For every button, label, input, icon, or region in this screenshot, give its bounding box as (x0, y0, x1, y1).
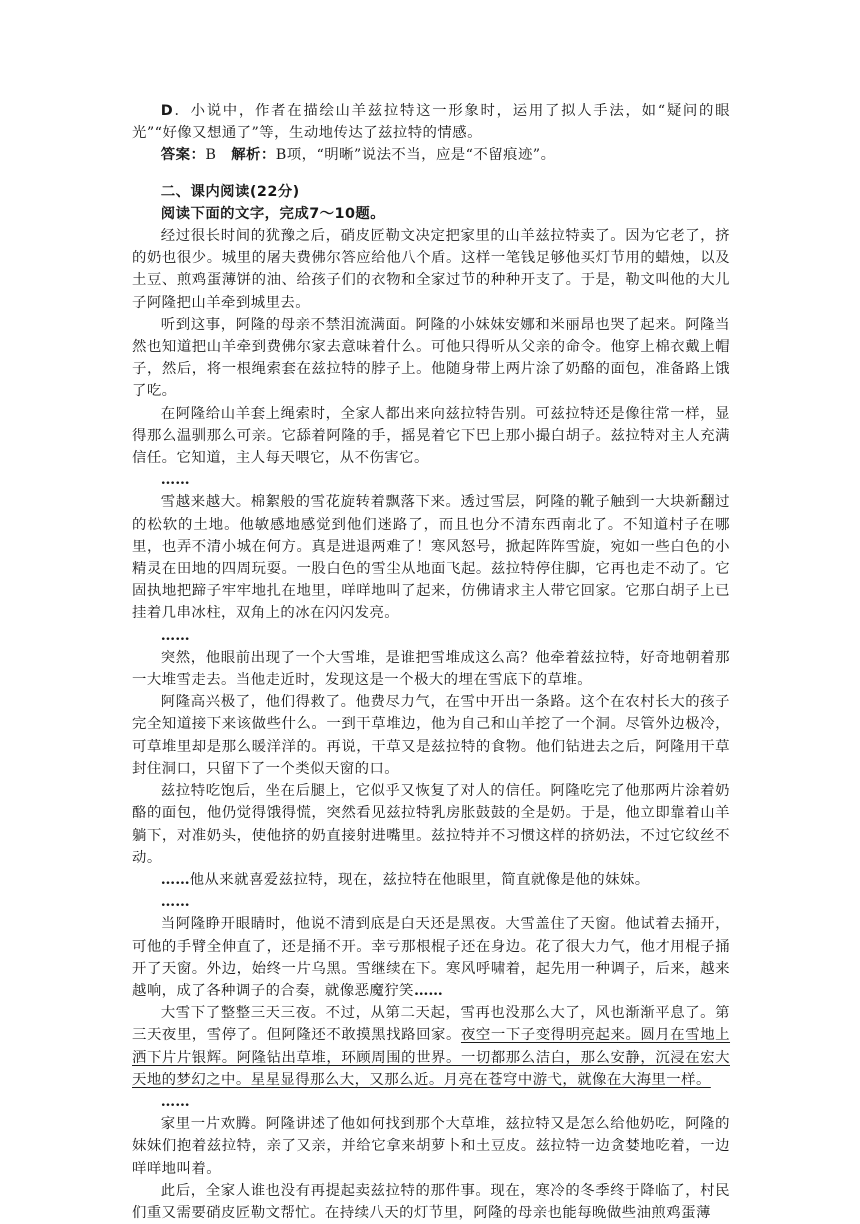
paragraph-9 (132, 913, 730, 1002)
ellipsis-trailing: …… (413, 981, 443, 999)
paragraph-7: 兹拉特吃饱后，坐在后腿上，它似乎又恢复了对人的信任。阿隆吃完了他那两片涂着奶酪的面包，他仍觉得饿得慌，突然看见兹拉特乳房胀鼓鼓的全是奶。于是，他立即靠着山羊躺下，对准奶头，使他挤的奶直接射进嘴里。兹拉特并不习惯这样的挤奶法，不过它纹丝不动。 (132, 783, 730, 866)
analysis-text: B项，“明晰”说法不当，应是“不留痕迹”。 (275, 147, 556, 164)
ellipsis-1: …… (160, 471, 190, 489)
paragraph-8-text: 他从来就喜爱兹拉特，现在，兹拉特在他眼里，简直就像是他的妹妹。 (189, 871, 650, 888)
answer-value: B (205, 147, 217, 164)
paragraph-11: 家里一片欢腾。阿隆讲述了他如何找到那个大草堆，兹拉特又是怎么给他奶吃，阿隆的妹妹们抱着兹拉特，亲了又亲，并给它拿来胡萝卜和土豆皮。兹拉特一边贪婪地吃着，一边咩咩地叫着。 (132, 1116, 730, 1177)
paragraph-6: 阿隆高兴极了，他们得救了。他费尽力气，在雪中开出一条路。这个在农村长大的孩子完全知道接下来该做些什么。一到干草堆边，他为自己和山羊挖了一个洞。尽管外边极冷，可草堆里却是那么暖洋洋的。再说，干草又是兹拉特的食物。他们钻进去之后，阿隆用干草封住洞口，只留下了一个类似天窗的口。 (132, 694, 730, 777)
underlined-passage: 夜空一下子变得明亮起来。圆月在雪地上洒下片片银辉。阿隆钻出草堆，环顾周围的世界。一切都那么洁白，那么安静，沉浸在宏大天地的梦幻之中。星星显得那么大，又那么近。月亮在苍穹中游弋，就像在大海里一样。 (132, 1027, 731, 1088)
analysis-label: 解析： (231, 147, 276, 164)
section-instruction: 阅读下面的文字，完成7～10题。 (160, 205, 386, 222)
paragraph-8 (132, 869, 730, 891)
option-d-text: ．小说中，作者在描绘山羊兹拉特这一形象时，运用了拟人手法，如“疑问的眼光”“好像又想通了”等，生动地传达了兹拉特的情感。 (132, 103, 730, 142)
paragraph-1: 经过很长时间的犹豫之后，硝皮匠勒文决定把家里的山羊兹拉特卖了。因为它老了，挤的奶也很少。城里的屠夫费佛尔答应给他八个盾。这样一笔钱足够他买灯节用的蜡烛，以及土豆、煎鸡蛋薄饼的油、给孩子们的衣物和全家过节的种种开支了。于是，勒文叫他的大儿子阿隆把山羊牵到城里去。 (132, 228, 730, 311)
paragraph-5: 突然，他眼前出现了一个大雪堆，是谁把雪堆成这么高？他牵着兹拉特，好奇地朝着那一大堆雪走去。当他走近时，发现这是一个极大的埋在雪底下的草堆。 (132, 649, 730, 689)
section-title: 二、课内阅读(22分) (160, 183, 300, 200)
paragraph-4: 雪越来越大。棉絮般的雪花旋转着飘落下来。透过雪层，阿隆的靴子触到一大块新翻过的松软的土地。他敏感地感觉到他们迷路了，而且也分不清东西南北了。不知道村子在哪里，也弄不清小城在何方。真是进退两难了！寒风怒号，掀起阵阵雪旋，宛如一些白色的小精灵在田地的四周玩耍。一股白色的雪尘从地面飞起。兹拉特停住脚，它再也走不动了。它固执地把蹄子牢牢地扎在地里，咩咩地叫了起来，仿佛请求主人带它回家。它那白胡子上已挂着几串冰柱，双角上的冰在闪闪发亮。 (132, 494, 730, 622)
answer-label: 答案： (160, 147, 206, 164)
paragraph-12: 此后，全家人谁也没有再提起卖兹拉特的那件事。现在，寒冷的冬季终于降临了，村民们重又需要硝皮匠勒文帮忙。在持续八天的灯节里，阿隆的母亲也能每晚做些油煎鸡蛋薄 (132, 1182, 730, 1221)
ellipsis-3: …… (160, 893, 190, 911)
paragraph-3: 在阿隆给山羊套上绳索时，全家人都出来向兹拉特告别。可兹拉特还是像往常一样，显得那么温驯那么可亲。它舔着阿隆的手，摇晃着它下巴上那小撮白胡子。兹拉特对主人充满信任。它知道，主人每天喂它，从不伤害它。 (132, 405, 730, 467)
paragraph-10-text: 大雪下了整整三天三夜。不过，从第二天起，雪再也没那么大了，风也渐渐平息了。第三天夜里，雪停了。但阿隆还不敢摸黑找路回家。 (132, 1005, 730, 1044)
answer-line (132, 144, 730, 166)
paragraph-10 (132, 1002, 730, 1091)
option-d (132, 100, 730, 144)
document-body (132, 100, 730, 1224)
paragraph-2: 听到这事，阿隆的母亲不禁泪流满面。阿隆的小妹妹安娜和米丽昂也哭了起来。阿隆当然也知道把山羊牵到费佛尔家去意味着什么。可他只得听从父亲的命令。他穿上棉衣戴上帽子，然后，将一根绳索套在兹拉特的脖子上。他随身带上两片涂了奶酪的面包，准备路上饿了吃。 (132, 316, 730, 400)
ellipsis-2: …… (160, 626, 190, 644)
paragraph-9-text: 当阿隆睁开眼睛时，他说不清到底是白天还是黑夜。大雪盖住了天窗。他试着去捅开，可他的手臂全伸直了，还是捅不开。幸亏那根棍子还在身边。花了很大力气，他才用棍子捅开了天窗。外边，始终一片乌黑。雪继续在下。寒风呼啸着，起先用一种调子，后来，越来越响，成了各种调子的合奏，就像恶魔狞笑 (132, 916, 730, 999)
ellipsis-inline: …… (160, 870, 190, 888)
ellipsis-4: …… (160, 1092, 190, 1110)
option-d-label: D (160, 103, 174, 119)
